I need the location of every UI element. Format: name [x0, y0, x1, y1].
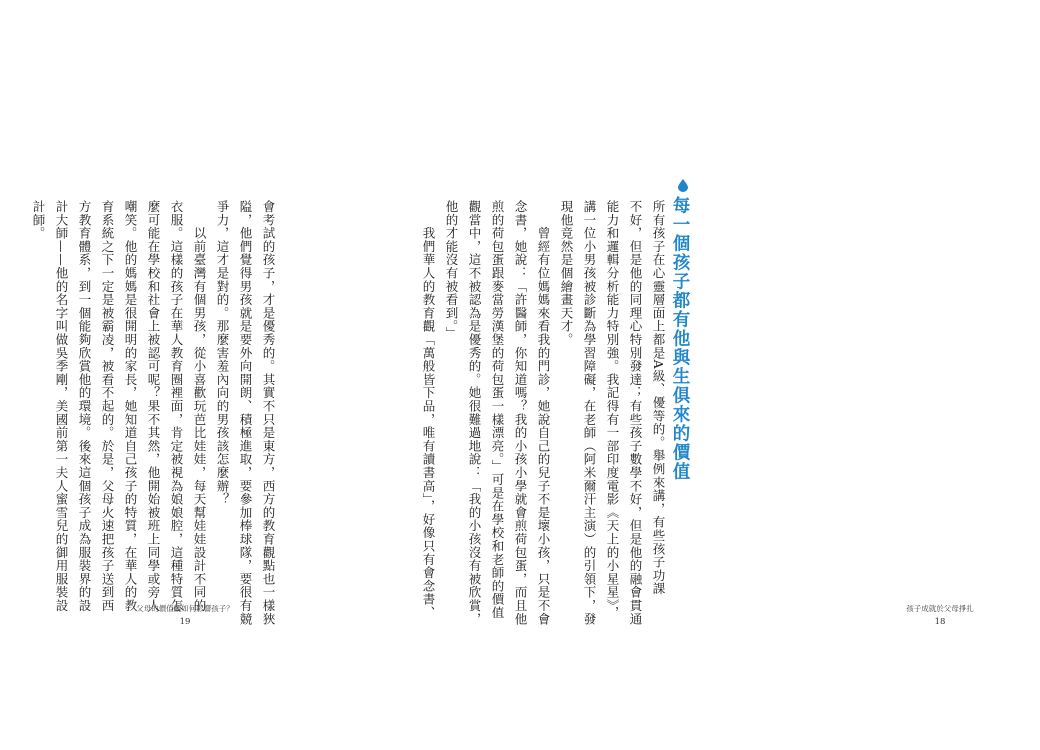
- right-page-footer: [840, 603, 1040, 627]
- paragraph-line: 觀當中，這不被認為是優秀的。她很難過地說：「我的小孩沒有被欣賞，: [467, 200, 482, 626]
- page-number: 18: [934, 617, 946, 627]
- left-page: [0, 0, 375, 750]
- paragraph-line: 爭力，這才是對的。那麼害羞內向的男孩該怎麼辦？: [215, 200, 230, 506]
- right-page: [375, 0, 974, 750]
- paragraph-line: 煎的荷包蛋跟麥當勞漢堡的荷包蛋一樣漂亮。」可是在學校和老師的價值: [490, 200, 505, 620]
- paragraph-line: 不好，但是他的同理心特別發達；有些孩子數學不好，但是他的融會貫通: [628, 200, 643, 626]
- section-heading: 每一個孩子都有他與生俱來的價值: [670, 196, 690, 481]
- paragraph-line: 所有孩子在心靈層面上都是A級、優等的。舉例來講，有些孩子功課: [651, 200, 666, 596]
- paragraph-line: 念書，她說：「許醫師，你知道嗎？我的小孩小學就會煎荷包蛋，而且他: [513, 200, 528, 626]
- running-title: 父母的價值觀如何影響孩子？: [136, 604, 234, 613]
- left-page-footer: [85, 603, 285, 627]
- paragraph-line: 他的才能沒有被看到。」: [444, 200, 459, 341]
- paragraph-line: 講一位小男孩被診斷為學習障礙，在老師（阿米爾汗主演）的引領下，發: [582, 200, 597, 626]
- paragraph-line: 會考試的孩子，才是優秀的。其實不只是東方，西方的教育觀點也一樣狹: [261, 200, 276, 626]
- blue-drop-icon: [676, 178, 690, 192]
- paragraph-line: 能力和邏輯分析能力特別強。我記得有一部印度電影《天上的小星星》，: [605, 200, 620, 620]
- paragraph-line: 育系統之下一定是被霸凌，被看不起的。於是，父母火速把孩子送到西: [100, 200, 115, 613]
- paragraph-line: 現他竟然是個繪畫天才。: [559, 200, 574, 347]
- paragraph-line: 以前臺灣有個男孩，從小喜歡玩芭比娃娃，每天幫娃娃設計不同的: [192, 200, 207, 613]
- paragraph-line: 曾經有位媽媽來看我的門診，她說自己的兒子不是壞小孩，只是不會: [536, 200, 551, 626]
- page-number: 19: [179, 617, 191, 627]
- paragraph-line: 隘，他們覺得男孩就是要外向開朗、積極進取，要參加棒球隊，要很有競: [238, 200, 253, 626]
- paragraph-line: 嘲笑。他的媽媽是很開明的家長，她知道自己孩子的特質，在華人的教: [123, 200, 138, 613]
- paragraph-line: 麼可能在學校和社會上被認可呢？果不其然，他開始被班上同學或旁人: [146, 200, 161, 613]
- paragraph-line: 衣服。這樣的孩子在華人教育圈裡面，肯定被視為娘娘腔，這種特質怎: [169, 200, 184, 613]
- paragraph-line: 方教育體系，到一個能夠欣賞他的環境。後來這個孩子成為服裝界的設: [77, 200, 92, 613]
- paragraph-line: 計師。: [31, 200, 46, 240]
- paragraph-line: 我們華人的教育觀「萬般皆下品，唯有讀書高」，好像只有會念書、: [421, 200, 436, 620]
- right-page-body: [417, 200, 670, 626]
- paragraph-line: 計大師——他的名字叫做吳季剛，美國前第一夫人蜜雪兒的御用服裝設: [54, 200, 69, 613]
- running-title: 孩子成就於父母掙扎: [906, 604, 974, 613]
